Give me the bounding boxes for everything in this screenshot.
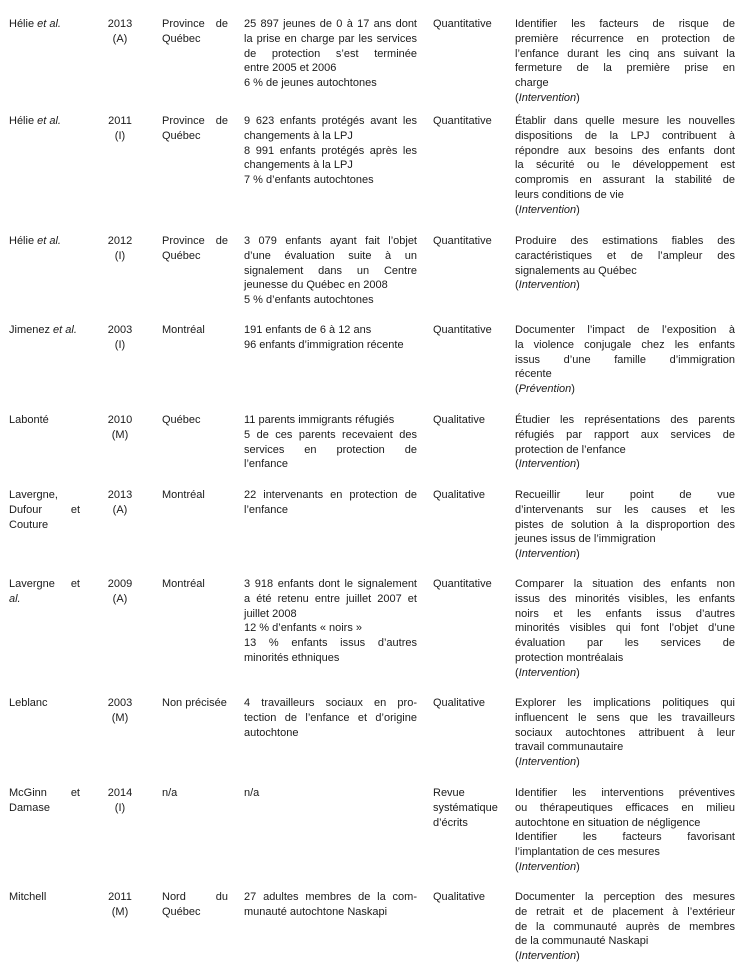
population-cell	[244, 413, 431, 472]
objective-line: Recueillir leur point de vue	[515, 489, 735, 501]
year-cell	[90, 234, 160, 264]
objective-line: issus d’une famille d’immigration	[515, 353, 735, 366]
objective-line: Établir dans quelle mesure les nouvelles	[515, 115, 735, 127]
population-line: services en protection de	[244, 443, 417, 456]
author-name: Dufour et	[9, 503, 80, 516]
population-line: 6 % de jeunes autochtones	[244, 77, 377, 90]
author-name: Damase	[9, 801, 50, 814]
objective-line: Identifier les facteurs favorisant	[515, 831, 735, 844]
type-cell	[431, 234, 515, 249]
population-line: 11 parents immigrants réfugiés	[244, 414, 395, 426]
population-cell	[244, 786, 431, 801]
category-label: Intervention	[518, 666, 577, 679]
place-line: Montréal	[162, 489, 205, 501]
population-line: 96 enfants d’immigration récente	[244, 338, 404, 351]
objective-line: l’enfance durant les cinq ans suivant la	[515, 47, 735, 60]
study-code: (M)	[111, 711, 129, 724]
population-cell	[244, 323, 431, 353]
place-cell	[160, 488, 244, 503]
objective-line: l’implantation de ces mesures	[515, 846, 660, 859]
population-line: 8 991 enfants protégés après les	[244, 144, 417, 157]
objective-line: compromis en assurant la stabilité de	[515, 174, 735, 187]
category-label: Intervention	[518, 279, 577, 292]
population-cell	[244, 488, 431, 518]
type-line: Qualitative	[433, 697, 485, 709]
type-line: Quantitative	[433, 235, 492, 247]
population-line: changements à la LPJ	[244, 129, 353, 142]
population-line: jeunesse du Québec en 2008	[244, 279, 388, 292]
objective-line: travail communautaire	[515, 741, 624, 754]
place-line: Québec	[162, 129, 201, 142]
population-line: tection de l’enfance et d’origine	[244, 711, 417, 724]
year-cell	[90, 488, 160, 518]
type-cell	[431, 17, 515, 32]
population-line: l’enfance	[244, 458, 289, 471]
author-cell	[0, 17, 90, 32]
objective-line: Comparer la situation des enfants non	[515, 578, 735, 590]
place-cell	[160, 114, 244, 144]
study-code: (A)	[112, 592, 128, 605]
author-cell	[0, 234, 90, 249]
objective-line: Documenter la perception des mesures	[515, 891, 735, 903]
year-value: 2014	[107, 787, 133, 799]
population-line: n/a	[244, 787, 260, 799]
population-line: signalement dans un Centre	[244, 264, 417, 277]
author-etal: et al.	[37, 115, 61, 127]
study-code: (M)	[111, 428, 129, 441]
objective-cell: Explorer les implications politiques qui influencent le sens que les travailleurs sociaux autochtones attribuent à leur travail communautaire (Intervention)	[515, 697, 735, 769]
author-cell	[0, 696, 90, 711]
population-cell	[244, 577, 431, 666]
study-code: (I)	[114, 338, 126, 351]
population-line: 13 % enfants issus d’autres	[244, 637, 417, 650]
objective-line: Produire des estimations fiables des	[515, 235, 735, 247]
objective-line: ou thérapeutiques efficaces en milieu	[515, 801, 735, 814]
objective-line: évaluation par les services de	[515, 637, 735, 650]
place-line: Province de	[162, 235, 228, 247]
type-cell	[431, 696, 515, 711]
objective-line: sociaux autochtones attribuent à leur	[515, 726, 735, 739]
category-label: Intervention	[518, 203, 577, 216]
table-row	[0, 323, 735, 413]
objective-line: répondre aux besoins des enfants dont	[515, 144, 735, 157]
population-line: 25 897 jeunes de 0 à 17 ans dont	[244, 18, 417, 30]
type-line: Qualitative	[433, 414, 485, 426]
objective-line: noirs et les enfants issus d’autres	[515, 607, 735, 620]
objective-line: signalements au Québec	[515, 264, 637, 277]
objective-cell: Documenter la perception des mesures de retrait et de placement à l’extérieur de la communauté auprès de membres de la communauté Naskapi (Intervention)	[515, 891, 735, 963]
place-cell	[160, 786, 244, 801]
author-name: Leblanc	[9, 697, 48, 709]
study-code: (I)	[114, 249, 126, 262]
author-name: Lavergne et	[9, 578, 80, 590]
author-etal: et al.	[37, 235, 61, 247]
objective-line: influencent le sens que les travailleurs	[515, 711, 735, 724]
type-line: Quantitative	[433, 115, 492, 127]
year-cell	[90, 323, 160, 353]
objective-line: Identifier les interventions préventives	[515, 787, 735, 799]
table-row	[0, 577, 735, 696]
objective-line: charge	[515, 77, 549, 90]
type-line: Quantitative	[433, 18, 492, 30]
author-cell	[0, 890, 90, 905]
table-row	[0, 234, 735, 323]
place-line: Province de	[162, 18, 228, 30]
objective-line: récente	[515, 368, 552, 381]
year-cell	[90, 786, 160, 816]
year-value: 2003	[107, 697, 133, 709]
population-line: d’une évaluation suite à un	[244, 249, 417, 262]
objective-line: la violence conjugale chez les enfants	[515, 338, 735, 351]
author-name: Labonté	[9, 414, 49, 426]
study-code: (I)	[114, 801, 126, 814]
objective-line: Identifier les facteurs de risque de	[515, 18, 735, 30]
place-cell	[160, 890, 244, 920]
table-row	[0, 114, 735, 234]
population-line: 7 % d’enfants autochtones	[244, 174, 374, 187]
table-row	[0, 488, 735, 577]
place-line: Québec	[162, 905, 201, 918]
study-code: (M)	[111, 905, 129, 918]
place-line: Québec	[162, 32, 201, 45]
population-line: la prise en charge par les services	[244, 32, 417, 45]
year-cell	[90, 577, 160, 607]
objective-line: protection de l’enfance	[515, 443, 626, 456]
category-label: Intervention	[518, 548, 577, 561]
population-line: 3 079 enfants ayant fait l’objet	[244, 235, 417, 247]
objective-line: de retrait et de placement à l’extérieur	[515, 905, 735, 918]
author-cell	[0, 577, 90, 607]
population-line: changements à la LPJ	[244, 159, 353, 172]
type-line: Quantitative	[433, 578, 492, 590]
objective-line: jeunes issus de l’immigration	[515, 533, 656, 546]
author-name: Couture	[9, 518, 49, 531]
type-cell	[431, 114, 515, 129]
objective-cell: Établir dans quelle mesure les nouvelles dispositions de la LPJ contribuent à répondre aux besoins des enfants dont la sécurité ou le développement est compromis en assurant la stabilité de leurs conditions de vie (Intervention)	[515, 115, 735, 216]
population-line: 5 % d’enfants autochtones	[244, 294, 374, 307]
year-value: 2011	[108, 891, 132, 903]
population-line: 191 enfants de 6 à 12 ans	[244, 324, 372, 336]
objective-line: protection montréalais	[515, 651, 624, 664]
place-cell	[160, 696, 244, 711]
population-cell	[244, 17, 431, 91]
objective-cell: Recueillir leur point de vue d’intervenants sur les causes et les pistes de solution à la disproportion des jeunes issus de l’immigration (Intervention)	[515, 489, 735, 561]
type-cell	[431, 786, 515, 830]
population-cell	[244, 890, 431, 920]
author-name: McGinn et	[9, 787, 80, 799]
author-name: Hélie	[9, 235, 38, 247]
population-line: 9 623 enfants protégés avant les	[244, 115, 417, 127]
category-label: Intervention	[518, 950, 577, 963]
population-line: 5 de ces parents recevaient des	[244, 428, 417, 441]
place-line: Québec	[162, 249, 201, 262]
population-line: 4 travailleurs sociaux en pro-	[244, 697, 417, 709]
objective-line: pistes de solution à la disproportion des	[515, 518, 735, 531]
population-cell	[244, 234, 431, 308]
author-etal: al.	[9, 592, 21, 605]
population-line: 3 918 enfants dont le signalement	[244, 578, 417, 590]
table-row	[0, 413, 735, 488]
type-cell	[431, 488, 515, 503]
table-row	[0, 696, 735, 786]
year-cell	[90, 413, 160, 443]
population-line: de protection s’est terminée	[244, 47, 417, 60]
year-cell	[90, 114, 160, 144]
population-cell	[244, 114, 431, 188]
author-name: Hélie	[9, 18, 38, 30]
population-line: 22 intervenants en protection de	[244, 489, 417, 501]
type-line: Quantitative	[433, 324, 492, 336]
objective-cell: Produire des estimations fiables des caractéristiques et de l’ampleur des signalements au Québec (Intervention)	[515, 235, 735, 292]
year-value: 2010	[107, 414, 133, 426]
objective-line: la sécurité ou le développement est	[515, 159, 735, 172]
objective-cell: Comparer la situation des enfants non issus des minorités visibles, les enfants noirs et les enfants issus d’autres minorités visibles qui font l’objet d’une évaluation par les services de protection montréalais (Intervention)	[515, 578, 735, 679]
population-line: munauté autochtone Naskapi	[244, 905, 388, 918]
place-cell	[160, 323, 244, 338]
study-code: (A)	[112, 503, 128, 516]
year-value: 2013	[107, 18, 133, 30]
objective-line: d’intervenants sur les causes et les	[515, 503, 735, 516]
place-line: Nord du	[162, 891, 228, 903]
author-name: Jimenez	[9, 324, 54, 336]
objective-cell: Identifier les interventions préventives ou thérapeutiques efficaces en milieu autochtone en situation de négligence Identifier les facteurs favorisant l’implantation de ces mesures (Intervention)	[515, 787, 735, 873]
population-line: minorités ethniques	[244, 651, 340, 664]
objective-line: leurs conditions de vie	[515, 188, 624, 201]
population-line: l’enfance	[244, 503, 289, 516]
place-cell	[160, 234, 244, 264]
year-value: 2012	[107, 235, 133, 247]
type-cell	[431, 577, 515, 592]
objective-cell: Identifier les facteurs de risque de première récurrence en protection de l’enfance durant les cinq ans suivant la fermeture de la première prise en charge (Intervention)	[515, 18, 735, 104]
author-cell	[0, 413, 90, 428]
author-cell	[0, 786, 90, 816]
objective-line: réfugiés par rapport aux services de	[515, 428, 735, 441]
table-row	[0, 890, 735, 972]
year-cell	[90, 890, 160, 920]
year-cell	[90, 696, 160, 726]
place-line: Province de	[162, 115, 228, 127]
table-row	[0, 17, 735, 114]
category-label: Intervention	[518, 458, 577, 471]
objective-line: première récurrence en protection de	[515, 32, 735, 45]
population-line: entre 2005 et 2006	[244, 62, 337, 75]
author-name: Hélie	[9, 115, 38, 127]
author-name: Mitchell	[9, 891, 47, 903]
place-cell	[160, 577, 244, 592]
year-value: 2003	[107, 324, 133, 336]
category-label: Intervention	[518, 860, 577, 873]
author-cell	[0, 114, 90, 129]
type-line: d’écrits	[433, 816, 468, 829]
place-line: Québec	[162, 414, 201, 426]
type-line: systématique	[433, 801, 498, 814]
objective-line: de la communauté auprès de membres	[515, 920, 735, 933]
objective-line: Étudier les représentations des parents	[515, 414, 735, 426]
objective-line: dispositions de la LPJ contribuent à	[515, 129, 735, 142]
objective-line: caractéristiques et de l’ampleur des	[515, 249, 735, 262]
objective-line: fermeture de la première prise en	[515, 62, 735, 75]
objective-line: Documenter l’impact de l’exposition à	[515, 324, 735, 336]
year-cell	[90, 17, 160, 47]
category-label: Intervention	[518, 756, 577, 769]
author-cell	[0, 323, 90, 338]
objective-line: issus des minorités visibles, les enfants	[515, 592, 735, 605]
objective-cell: Documenter l’impact de l’exposition à la violence conjugale chez les enfants issus d’une famille d’immigration récente (Prévention)	[515, 324, 735, 396]
population-cell	[244, 696, 431, 740]
year-value: 2009	[107, 578, 133, 590]
objective-line: autochtone en situation de négligence	[515, 816, 701, 829]
objective-line: de la communauté Naskapi	[515, 935, 649, 948]
study-code: (A)	[112, 32, 128, 45]
population-line: juillet 2008	[244, 607, 297, 620]
type-cell	[431, 413, 515, 428]
place-line: Montréal	[162, 324, 205, 336]
population-line: a été retenu entre juillet 2007 et	[244, 592, 417, 605]
type-line: Qualitative	[433, 489, 485, 501]
objective-line: Explorer les implications politiques qui	[515, 697, 735, 709]
objective-cell: Étudier les représentations des parents réfugiés par rapport aux services de protection de l’enfance (Intervention)	[515, 414, 735, 471]
author-etal: et al.	[37, 18, 61, 30]
place-line: Montréal	[162, 578, 205, 590]
population-line: autochtone	[244, 726, 299, 739]
type-line: Revue	[433, 787, 465, 799]
type-line: Qualitative	[433, 891, 485, 903]
place-line: Non précisée	[162, 697, 227, 709]
place-cell	[160, 413, 244, 428]
category-label: Intervention	[518, 91, 577, 104]
type-cell	[431, 323, 515, 338]
place-cell	[160, 17, 244, 47]
study-code: (I)	[114, 129, 126, 142]
table-row	[0, 786, 735, 890]
year-value: 2011	[108, 115, 132, 127]
author-name: Lavergne,	[9, 489, 58, 501]
objective-line: minorités visibles qui font l’objet d’une	[515, 622, 735, 635]
author-etal: et al.	[53, 324, 77, 336]
year-value: 2013	[107, 489, 133, 501]
population-line: 12 % d’enfants « noirs »	[244, 622, 363, 635]
population-line: 27 adultes membres de la com-	[244, 891, 417, 903]
author-cell	[0, 488, 90, 532]
type-cell	[431, 890, 515, 905]
place-line: n/a	[162, 787, 178, 799]
category-label: Prévention	[518, 383, 572, 396]
